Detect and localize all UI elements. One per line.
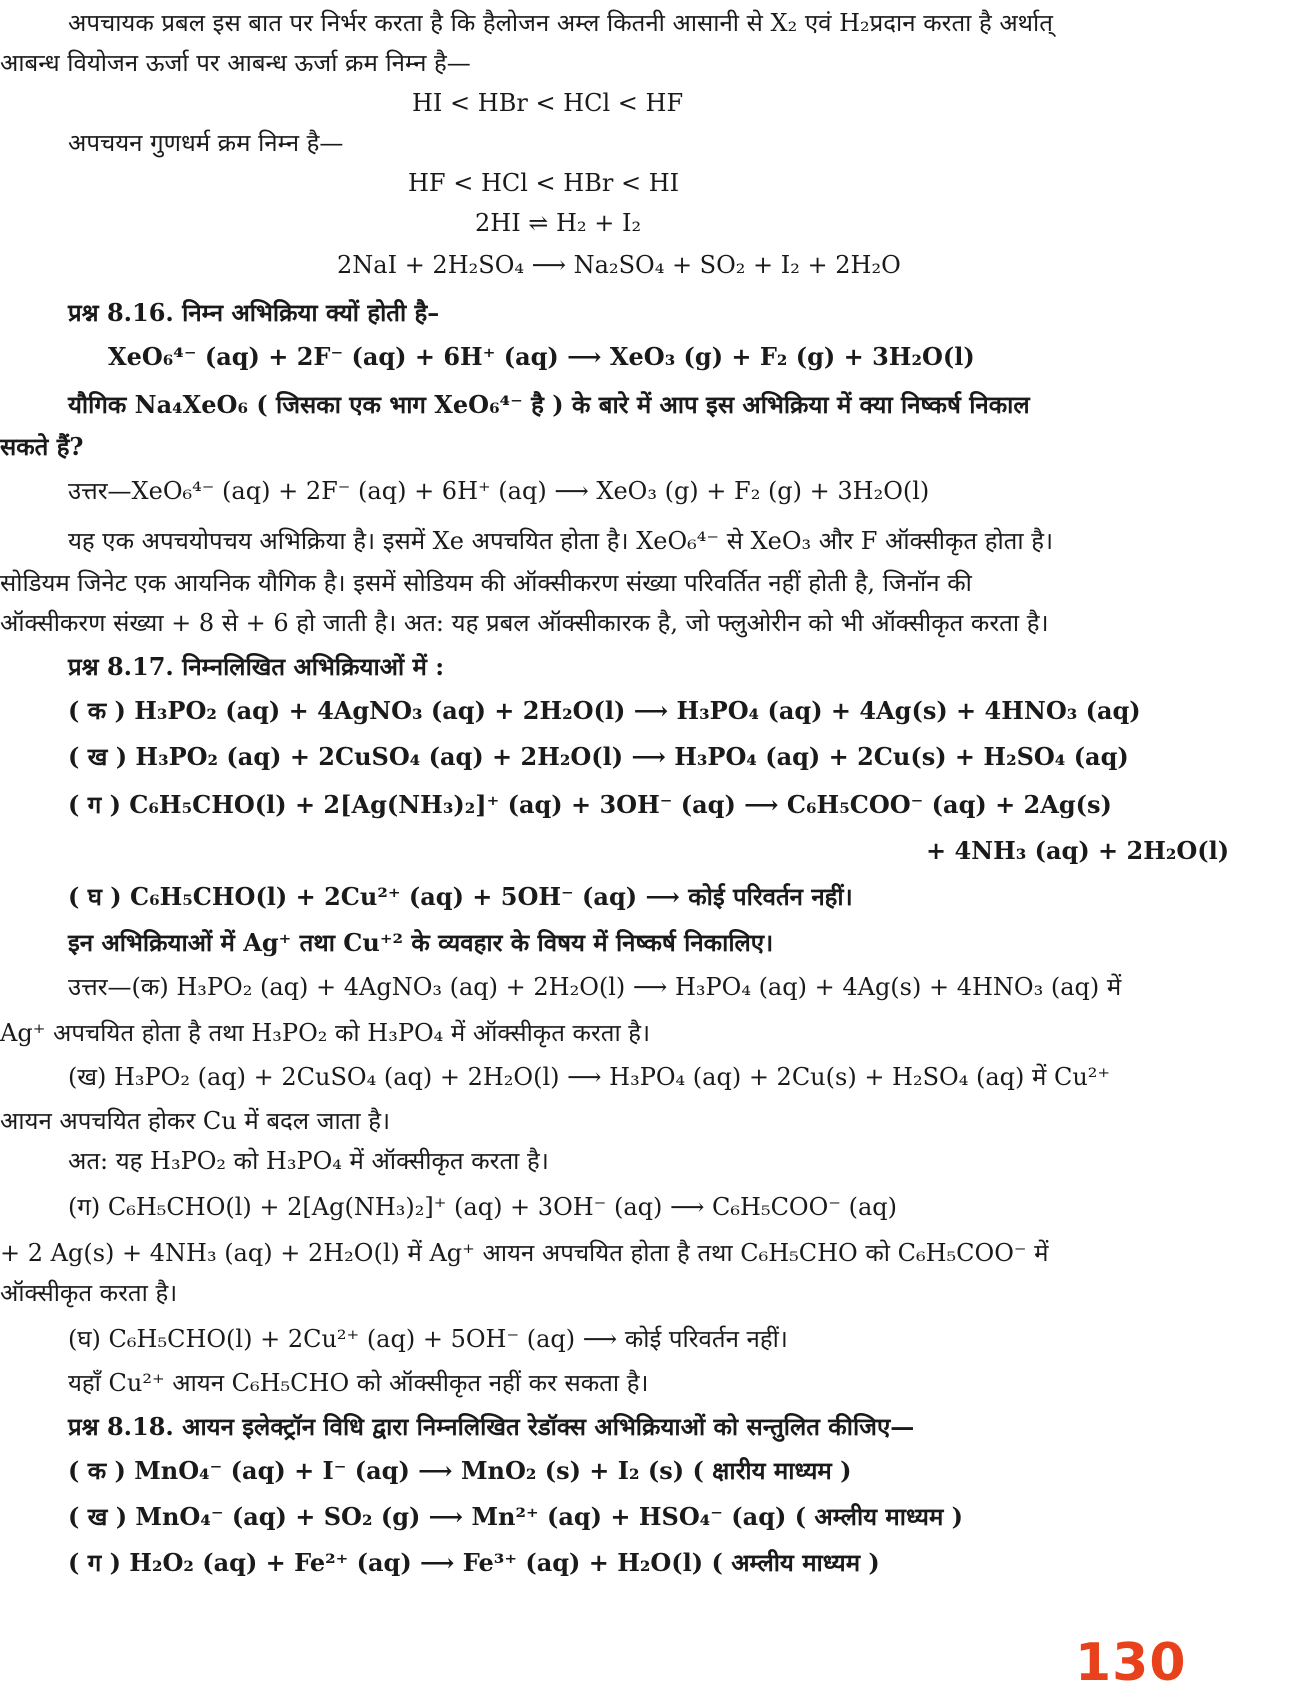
equation-line: ( ग ) H₂O₂ (aq) + Fe²⁺ (aq) ⟶ Fe³⁺ (aq) + H₂O(l) ( अम्लीय माध्यम ) xyxy=(68,1548,880,1577)
text-line: यौगिक Na₄XeO₆ ( जिसका एक भाग XeO₆⁴⁻ है ) के बारे में आप इस अभिक्रिया में क्या निष्कर्ष निकाल xyxy=(68,390,1030,419)
question-heading: प्रश्न 8.17. निम्नलिखित अभिक्रियाओं में : xyxy=(68,652,445,681)
text-line: आबन्ध वियोजन ऊर्जा पर आबन्ध ऊर्जा क्रम निम्न है— xyxy=(0,49,471,77)
equation-line: XeO₆⁴⁻ (aq) + 2F⁻ (aq) + 6H⁺ (aq) ⟶ XeO₃ (g) + F₂ (g) + 3H₂O(l) xyxy=(108,342,975,371)
equation-line: ( क ) MnO₄⁻ (aq) + I⁻ (aq) ⟶ MnO₂ (s) + I₂ (s) ( क्षारीय माध्यम ) xyxy=(68,1456,852,1485)
equation-line: HI < HBr < HCl < HF xyxy=(412,89,684,117)
text-line: यहाँ Cu²⁺ आयन C₆H₅CHO को ऑक्सीकृत नहीं कर सकता है। xyxy=(68,1369,649,1397)
equation-line: ( ग ) C₆H₅CHO(l) + 2[Ag(NH₃)₂]⁺ (aq) + 3OH⁻ (aq) ⟶ C₆H₅COO⁻ (aq) + 2Ag(s) xyxy=(68,790,1112,819)
text-line: Ag⁺ अपचयित होता है तथा H₃PO₂ को H₃PO₄ में ऑक्सीकृत करता है। xyxy=(0,1019,651,1047)
text-line: आयन अपचयित होकर Cu में बदल जाता है। xyxy=(0,1107,391,1135)
answer-line: उत्तर—XeO₆⁴⁻ (aq) + 2F⁻ (aq) + 6H⁺ (aq) ⟶ XeO₃ (g) + F₂ (g) + 3H₂O(l) xyxy=(68,477,930,505)
answer-line: (ग) C₆H₅CHO(l) + 2[Ag(NH₃)₂]⁺ (aq) + 3OH⁻ (aq) ⟶ C₆H₅COO⁻ (aq) xyxy=(68,1193,897,1221)
answer-line: (घ) C₆H₅CHO(l) + 2Cu²⁺ (aq) + 5OH⁻ (aq) ⟶ कोई परिवर्तन नहीं। xyxy=(68,1325,788,1353)
equation-line: 2HI ⇌ H₂ + I₂ xyxy=(475,209,642,237)
text-line: ऑक्सीकरण संख्या + 8 से + 6 हो जाती है। अत: यह प्रबल ऑक्सीकारक है, जो फ्लुओरीन को भी ऑक्सीकृत करता है। xyxy=(0,609,1049,637)
text-line: अपचयन गुणधर्म क्रम निम्न है— xyxy=(68,129,344,157)
text-line: इन अभिक्रियाओं में Ag⁺ तथा Cu⁺² के व्यवहार के विषय में निष्कर्ष निकालिए। xyxy=(68,928,774,957)
text-line: अत: यह H₃PO₂ को H₃PO₄ में ऑक्सीकृत करता है। xyxy=(68,1147,549,1175)
text-line: + 2 Ag(s) + 4NH₃ (aq) + 2H₂O(l) में Ag⁺ आयन अपचयित होता है तथा C₆H₅CHO को C₆H₅COO⁻ में xyxy=(0,1239,1049,1267)
equation-line: 2NaI + 2H₂SO₄ ⟶ Na₂SO₄ + SO₂ + I₂ + 2H₂O xyxy=(337,251,901,279)
equation-line: HF < HCl < HBr < HI xyxy=(408,169,680,197)
question-heading: प्रश्न 8.16. निम्न अभिक्रिया क्यों होती है– xyxy=(68,298,440,327)
text-line: यह एक अपचयोपचय अभिक्रिया है। इसमें Xe अपचयित होता है। XeO₆⁴⁻ से XeO₃ और F ऑक्सीकृत होता है। xyxy=(68,527,1054,555)
text-line: सकते हैं? xyxy=(0,432,84,461)
text-line: सोडियम जिनेट एक आयनिक यौगिक है। इसमें सोडियम की ऑक्सीकरण संख्या परिवर्तित नहीं होती है, जिनॉन की xyxy=(0,569,972,597)
equation-line: + 4NH₃ (aq) + 2H₂O(l) xyxy=(926,836,1230,865)
text-line: ऑक्सीकृत करता है। xyxy=(0,1279,178,1307)
answer-line: उत्तर—(क) H₃PO₂ (aq) + 4AgNO₃ (aq) + 2H₂O(l) ⟶ H₃PO₄ (aq) + 4Ag(s) + 4HNO₃ (aq) में xyxy=(68,973,1122,1001)
answer-line: (ख) H₃PO₂ (aq) + 2CuSO₄ (aq) + 2H₂O(l) ⟶ H₃PO₄ (aq) + 2Cu(s) + H₂SO₄ (aq) में Cu²⁺ xyxy=(68,1063,1111,1091)
equation-line: ( ख ) H₃PO₂ (aq) + 2CuSO₄ (aq) + 2H₂O(l) ⟶ H₃PO₄ (aq) + 2Cu(s) + H₂SO₄ (aq) xyxy=(68,742,1129,771)
equation-line: ( ख ) MnO₄⁻ (aq) + SO₂ (g) ⟶ Mn²⁺ (aq) + HSO₄⁻ (aq) ( अम्लीय माध्यम ) xyxy=(68,1502,964,1531)
equation-line: ( क ) H₃PO₂ (aq) + 4AgNO₃ (aq) + 2H₂O(l) ⟶ H₃PO₄ (aq) + 4Ag(s) + 4HNO₃ (aq) xyxy=(68,696,1141,725)
equation-line: ( घ ) C₆H₅CHO(l) + 2Cu²⁺ (aq) + 5OH⁻ (aq) ⟶ कोई परिवर्तन नहीं। xyxy=(68,882,853,911)
page-number: 130 xyxy=(1075,1633,1187,1685)
text-line: अपचायक प्रबल इस बात पर निर्भर करता है कि हैलोजन अम्ल कितनी आसानी से X₂ एवं H₂प्रदान करता है अर्थात् xyxy=(68,9,1053,37)
question-heading: प्रश्न 8.18. आयन इलेक्ट्रॉन विधि द्वारा निम्नलिखित रेडॉक्स अभिक्रियाओं को सन्तुलित कीजिए— xyxy=(68,1412,915,1441)
